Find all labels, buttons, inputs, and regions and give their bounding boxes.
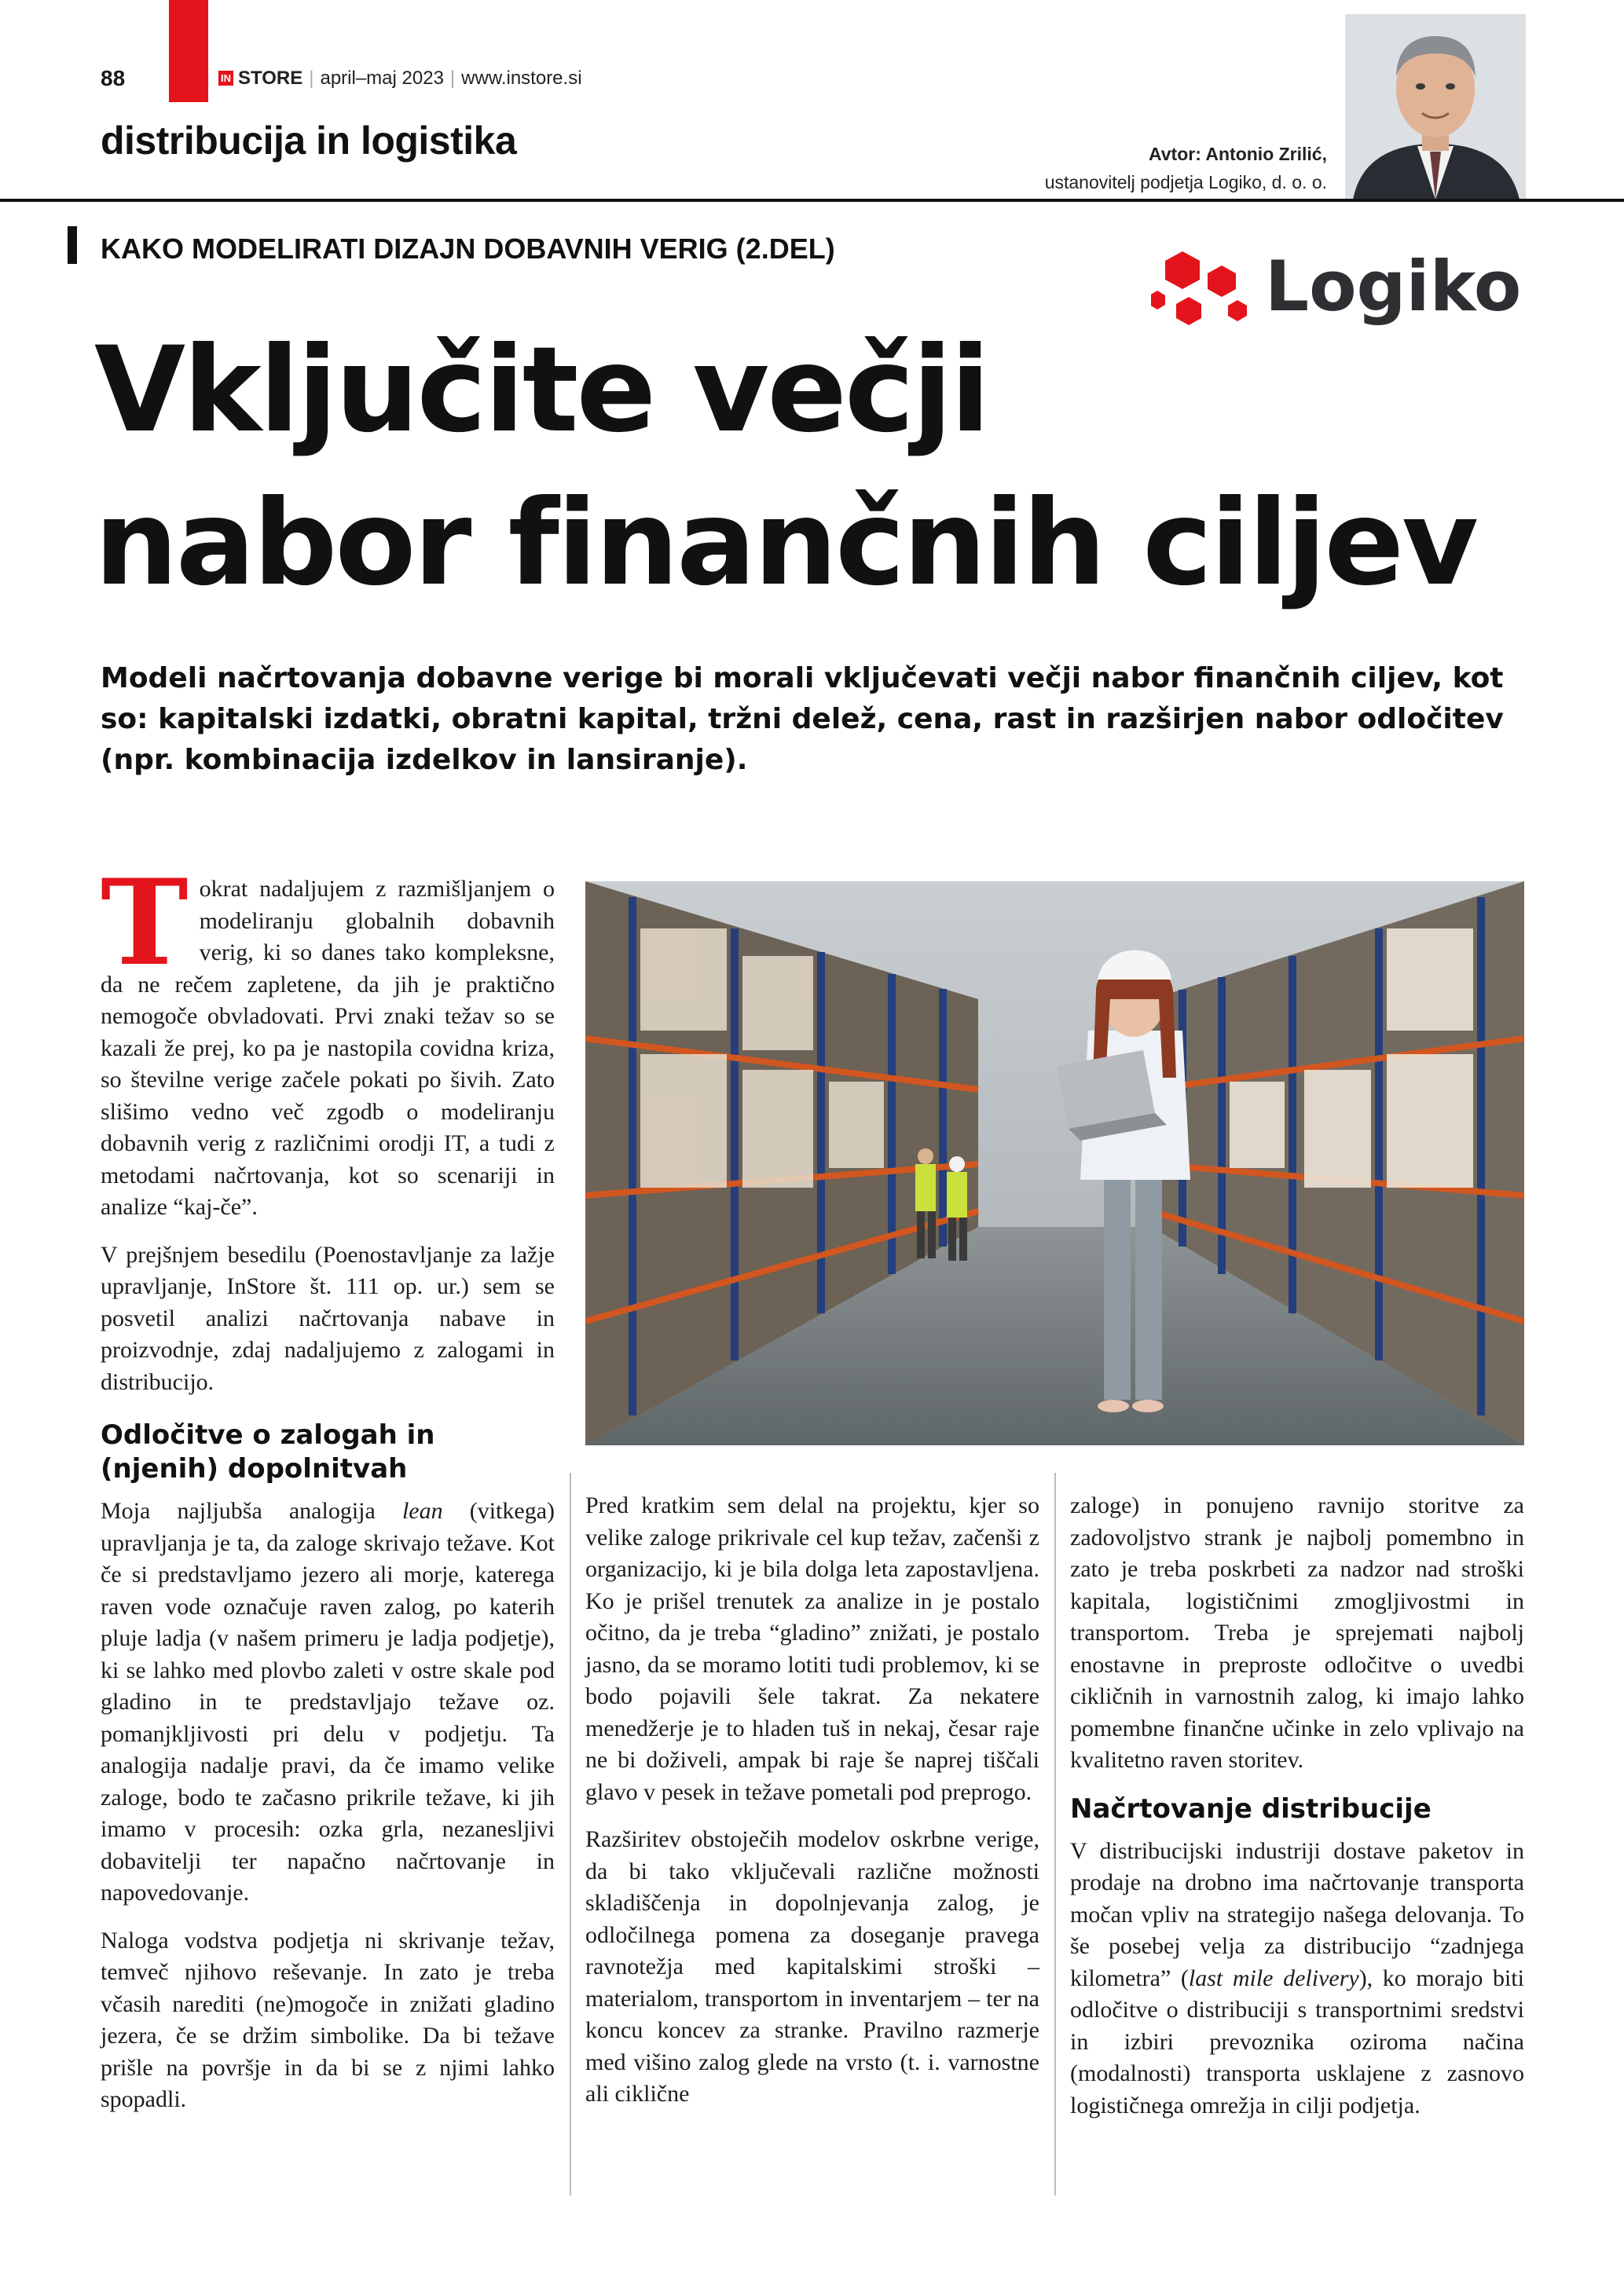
text-column-2 (585, 1490, 1039, 2126)
column-divider (1054, 1473, 1056, 2195)
paragraph: Razširitev obstoječih modelov oskrbne verige, da bi tako vključevali različne možnosti skladiščenja in dopolnjevanja zalog, je odločilnega pomena za doseganje pravega ravnotežja med kapitalskimi stroški – materialom, transportom in inventarjem – ter na koncu koncev za stranke. Pravilno razmerje med višino zalog glede na vrsto (t. i. varnostne ali ciklične (585, 1826, 1039, 2107)
article-lead: Modeli načrtovanja dobavne verige bi morali vključevati večji nabor finančnih ciljev, kot so: kapitalski izdatki, obratni kapital, tržni delež, cena, rast in razširjen nabor odločitev (npr. kombinacija izdelkov in lansiranje). (101, 662, 1504, 776)
text-column-1 (101, 854, 555, 2132)
website-link[interactable]: www.instore.si (461, 68, 582, 89)
separator: | (449, 68, 456, 89)
author-role: ustanovitelj podjetja Logiko, d. o. o. (1044, 172, 1327, 192)
paragraph: Pred kratkim sem delal na projektu, kjer so velike zaloge prikrivale cel kup težav, začenši z organizacijo, ki je bila dolga leta zapostavljena. Ko je prišel trenutek za analize in je postalo očitno, da je treba “gladino” znižati, je postalo jasno, da se moramo lotiti tudi problemov, ki se bodo pojavili šele takrat. Za nekatere menedžerje je to hladen tuš in nekaj, česar raje ne bi doživeli, ampak bi raje še naprej tiščali glavo v pesek in težave pometali pod preprogo. (585, 1492, 1039, 1805)
title-line-2: nabor finančnih ciljev (94, 475, 1476, 612)
paragraph: Tokrat nadaljujem z razmišljanjem o modeliranju globalnih dobavnih verig, ki so danes tako kompleksne, da ne rečem zapletene, da jih je praktično nemogoče obvladovati. Prvi znaki težav so se kazali že prej, ko pa je nastopila covidna kriza, so številne verige začele pokati po šivih. Zato slišimo vedno več zgodb o modeliranju dobavnih verig z različnimi orodji IT, a tudi z metodami načrtovanja, kot so scenariji in analize “kaj-če”. (101, 854, 555, 1220)
separator: | (309, 68, 314, 89)
paragraph: V distribucijski industriji dostave paketov in prodaje na drobno ima načrtovanje transporta močan vpliv na strategijo našega delovanja. To še posebej velja za distribucijo “zadnjega kilometra” (last mile delivery), ko morajo biti odločitve o distribuciji s transportnimi sredstvi in izbiri prevoznika oziroma načina (modalnosti) transporta usklajene z zasnovo logističnega omrežja in cilji podjetja. (1070, 1837, 1524, 2118)
column-divider (570, 1473, 571, 2195)
subheading: Načrtovanje distribucije (1070, 1792, 1432, 1825)
paragraph: V prejšnjem besedilu (Poenostavljanje za lažje upravljanje, InStore št. 111 op. ur.) sem se posvetil analizi načrtovanja nabave in proizvodnje, zdaj nadaljujemo z zalogami in distribucijo. (101, 1241, 555, 1395)
warehouse-photo (585, 881, 1524, 1445)
article-title (94, 314, 1509, 621)
paragraph: Naloga vodstva podjetja ni skrivanje težav, temveč njihovo reševanje. In zato je treba včasih narediti (ne)mogoče in znižati gladino jezera, če se držim simbolike. Da bi težave prišle na površje in da bi se z njimi lahko spopadli. (101, 1927, 555, 2112)
magazine-info (218, 68, 582, 90)
kicker: KAKO MODELIRATI DIZAJN DOBAVNIH VERIG (2.DEL) (101, 233, 835, 265)
logo-text: Logiko (1265, 246, 1522, 327)
issue-date: april–maj 2023 (320, 68, 444, 89)
header-red-tab (169, 0, 208, 102)
paragraph: Moja najljubša analogija lean (vitkega) upravljanja je ta, da zaloge skrivajo težave. Kot če si predstavljamo jezero ali morje, katerega raven vode označuje raven zalog, po katerih pluje ladja (v našem primeru je ladja podjetje), ki se lahko med plovbo zaleti v ostre skale pod gladino in te predstavljajo težave oz. pomanjkljivosti pri delu v podjetju. Ta analogija nadalje pravi, da če imamo velike zaloge, bodo te začasno prikrile težave, ki jih imamo v procesih: ozka grla, nezanesljivi dobavitelji ter napačno načrtovanje in napovedovanje. (101, 1498, 555, 1906)
kicker-bar (68, 226, 77, 264)
section-title: distribucija in logistika (101, 119, 517, 163)
subheading: Odločitve o zalogah in (njenih) dopolnitvah (101, 1419, 435, 1485)
paragraph: zaloge) in ponujeno ravnijo storitve za zadovoljstvo strank je najbolj pomembno in zato je treba poskrbeti za nadzor nad stroški kapitala, logističnimi zmogljivostmi in transportom. Treba je sprejemati najbolj enostavne in preproste odločitve o uvedbi cikličnih in varnostnih zalog, ki imajo lahko pomembne finančne učinke in zelo vplivajo na kvalitetno raven storitev. (1070, 1492, 1524, 1773)
magazine-name: STORE (238, 68, 303, 89)
magazine-logo-icon: IN (218, 71, 233, 86)
page-number: 88 (101, 66, 126, 90)
title-line-1: Vključite večji (94, 322, 988, 459)
author-photo (1345, 14, 1526, 200)
header-rule (0, 199, 1624, 202)
author-name: Avtor: Antonio Zrilić, (1148, 144, 1327, 164)
drop-cap: T (101, 854, 189, 992)
text-column-3 (1070, 1490, 1524, 2137)
author-credit (1045, 140, 1327, 196)
